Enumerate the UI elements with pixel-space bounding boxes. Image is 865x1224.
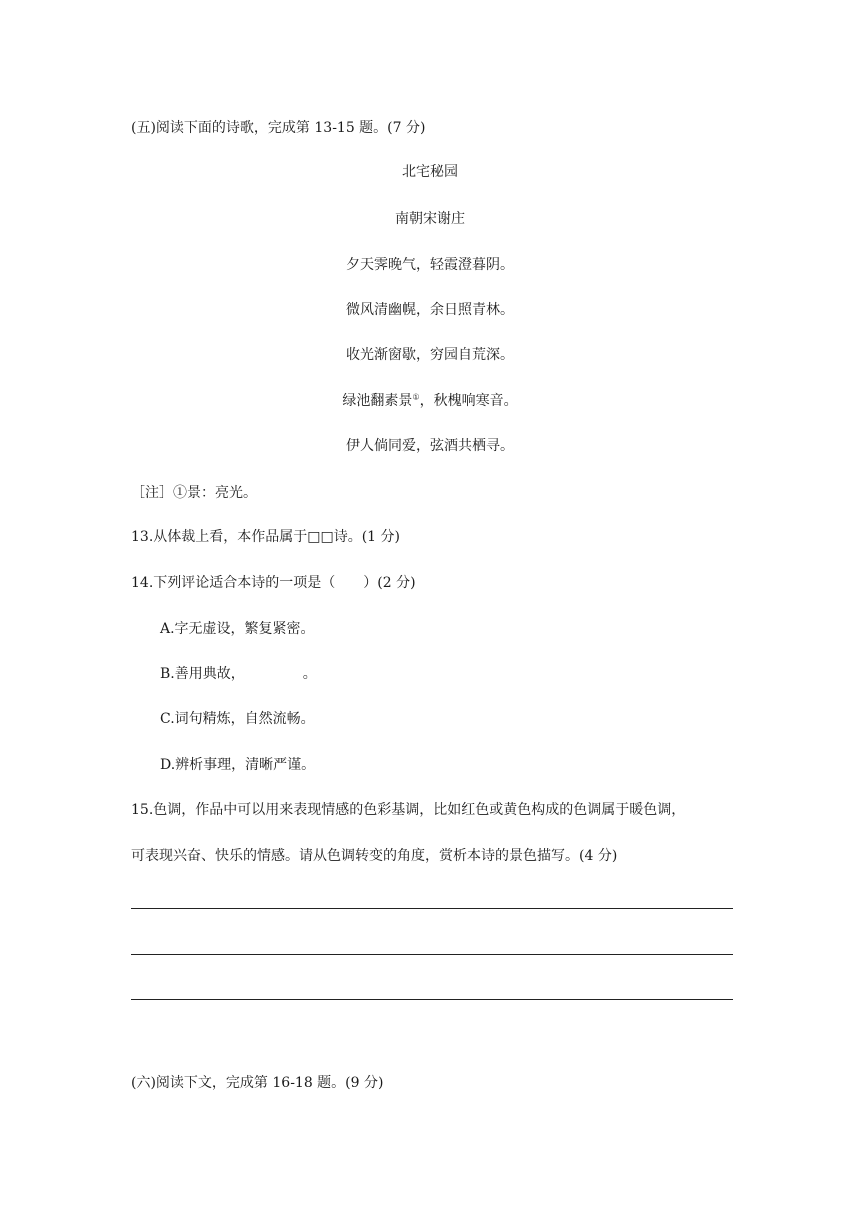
question-14-stem: 14.下列评论适合本诗的一项是（ ）(2 分)	[131, 575, 416, 591]
question-14-option-a: A.字无虚设，繁复紧密。	[160, 621, 315, 637]
poem-note: ［注］①景：亮光。	[131, 485, 257, 501]
section-6-heading: (六)阅读下文，完成第 16-18 题。(9 分)	[131, 1075, 384, 1091]
option-b-text: B.善用典故，	[160, 666, 245, 682]
answer-line-1[interactable]	[131, 908, 733, 909]
footnote-marker: ①	[412, 392, 420, 402]
poem-line-4-first-half: 绿池翻素景	[342, 393, 413, 409]
poem-author: 南朝宋谢庄	[395, 211, 465, 227]
option-b-end: 。	[302, 666, 317, 682]
question-14-option-c: C.词句精炼，自然流畅。	[160, 711, 315, 727]
poem-title: 北宅秘园	[402, 164, 458, 180]
question-14-option-b	[160, 664, 317, 684]
poem-line-2: 微风清幽幌，余日照青林。	[346, 302, 514, 318]
question-13: 13.从体裁上看，本作品属于□□诗。(1 分)	[131, 529, 401, 545]
question-15-line-2: 可表现兴奋、快乐的情感。请从色调转变的角度，赏析本诗的景色描写。(4 分)	[131, 848, 618, 864]
question-15-line-1: 15.色调，作品中可以用来表现情感的色彩基调，比如红色或黄色构成的色调属于暖色调，	[131, 802, 686, 818]
answer-line-2[interactable]	[131, 954, 733, 955]
question-14-option-d: D.辨析事理，清晰严谨。	[160, 757, 316, 773]
poem-line-5: 伊人倘同爱，弦酒共栖寻。	[346, 438, 514, 454]
poem-line-3: 收光渐窗歇，穷园自荒深。	[346, 347, 514, 363]
poem-line-4	[0, 391, 860, 411]
poem-line-1: 夕天霁晚气，轻霞澄暮阴。	[346, 257, 514, 273]
section-5-heading: (五)阅读下面的诗歌，完成第 13-15 题。(7 分)	[131, 120, 426, 136]
poem-line-4-second-half: ，秋槐响寒音。	[419, 393, 518, 409]
answer-line-3[interactable]	[131, 999, 733, 1000]
